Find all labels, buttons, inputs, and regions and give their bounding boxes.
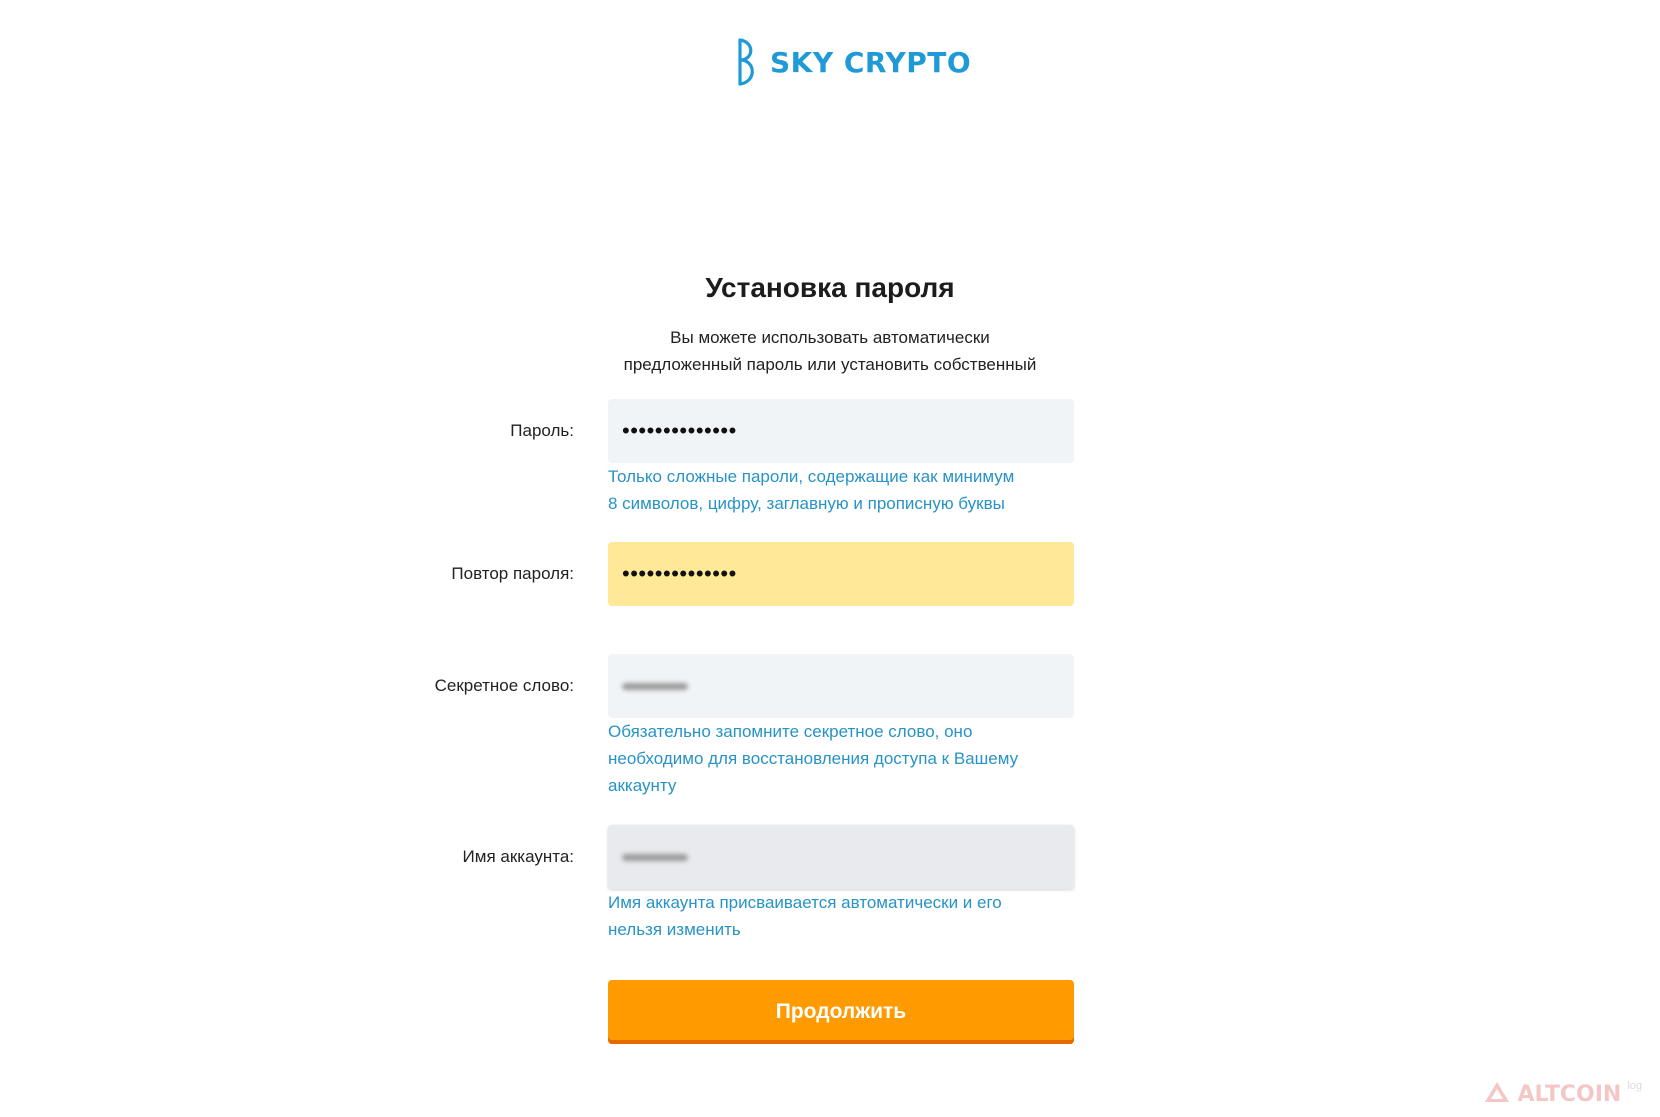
page-title: Установка пароля (705, 272, 955, 303)
hint-line: Обязательно запомните секретное слово, оно (608, 722, 973, 741)
password-repeat-label: Повтор пароля: (451, 564, 574, 583)
password-repeat-input[interactable] (608, 542, 1074, 606)
watermark (1483, 1080, 1642, 1109)
watermark-sup: log (1627, 1080, 1642, 1092)
secret-word-hint (608, 718, 1078, 799)
logo-text: SKY CRYPTO (770, 45, 972, 79)
hint-line: необходимо для восстановления доступа к Вашему (608, 749, 1019, 768)
subtitle-line: Вы можете использовать автоматически (670, 328, 990, 347)
account-name-hint (608, 889, 1078, 943)
account-name-blurred-value (622, 854, 688, 861)
password-input[interactable] (608, 399, 1074, 463)
hint-line: Только сложные пароли, содержащие как минимум (608, 467, 1015, 486)
continue-button[interactable]: Продолжить (608, 980, 1074, 1044)
page-subtitle (560, 324, 1100, 378)
hint-line: нельзя изменить (608, 920, 741, 939)
watermark-text: ALTCOIN (1517, 1082, 1622, 1107)
hint-line: аккаунту (608, 776, 677, 795)
altcoin-logo-icon (1483, 1080, 1511, 1109)
password-hint (608, 463, 1078, 517)
account-name-input (608, 825, 1074, 889)
secret-word-label: Секретное слово: (434, 676, 574, 695)
account-name-label: Имя аккаунта: (462, 847, 574, 866)
hint-line: 8 символов, цифру, заглавную и прописную буквы (608, 494, 1005, 513)
secret-word-blurred-value (622, 683, 688, 690)
subtitle-line: предложенный пароль или установить собственный (623, 355, 1037, 374)
password-label: Пароль: (510, 421, 574, 440)
password-value: •••••••••••••• (622, 418, 737, 443)
sky-crypto-logo-icon (736, 38, 758, 86)
secret-word-input[interactable] (608, 654, 1074, 718)
logo[interactable] (736, 38, 971, 86)
password-repeat-value: •••••••••••••• (622, 561, 737, 586)
hint-line: Имя аккаунта присваивается автоматически и его (608, 893, 1002, 912)
